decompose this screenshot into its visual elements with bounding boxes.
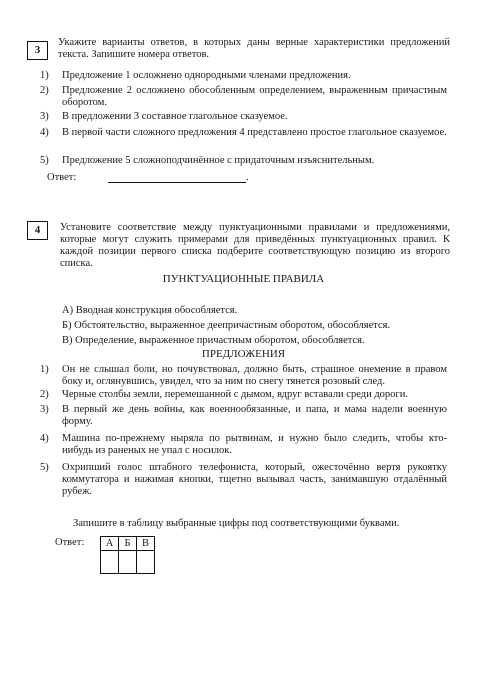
sentence-number: 5) [40, 462, 49, 473]
sentence-number: 4) [40, 433, 49, 444]
answer-table [100, 536, 155, 574]
sentence-number: 3) [40, 404, 49, 415]
task-3-instruction: Укажите варианты ответов, в которых даны верные характеристики предложений текста. Запишите номера ответов. [58, 37, 450, 60]
sentence-text: В первый же день войны, как военнообязанные, и папа, и мама надели военную форму. [62, 404, 447, 427]
answer-header-b: Б [119, 537, 137, 551]
rules-heading: ПУНКТУАЦИОННЫЕ ПРАВИЛА [162, 273, 325, 285]
task-4-answer-label: Ответ: [55, 537, 85, 548]
rule-a: А) Вводная конструкция обособляется. [62, 305, 238, 316]
rule-b: Б) Обстоятельство, выраженное деепричастным оборотом, обособляется. [62, 320, 391, 331]
task-3-answer-line[interactable] [108, 182, 246, 183]
answer-cell-b[interactable] [119, 551, 137, 574]
option-number: 4) [40, 127, 49, 138]
option-number: 3) [40, 111, 49, 122]
table-instruction: Запишите в таблицу выбранные цифры под соответствующими буквами. [73, 518, 400, 529]
sentence-text: Машина по-прежнему ныряла по рытвинам, и нужно было следить, чтобы кто-нибудь из раненых не упал с носилок. [62, 433, 447, 456]
option-number: 2) [40, 85, 49, 96]
option-text: Предложение 5 сложноподчинённое с придаточным изъяснительным. [62, 155, 375, 166]
task-4-instruction: Установите соответствие между пунктуационными правилами и предложениями, которые могут служить примерами для приведённых пунктуационных правил. К каждой позиции первого списка подберите соответствующую позицию из второго списка. [60, 222, 450, 269]
option-text: Предложение 1 осложнено однородными членами предложения. [62, 70, 351, 81]
answer-cell-a[interactable] [101, 551, 119, 574]
rule-c: В) Определение, выраженное причастным оборотом, обособляется. [62, 335, 365, 346]
option-text: Предложение 2 осложнено обособленным определением, выраженным причастным оборотом. [62, 85, 447, 108]
task-3-answer-label: Ответ: [47, 172, 77, 183]
answer-header-a: А [101, 537, 119, 551]
sentence-text: Он не слышал боли, но почувствовал, должно быть, страшное онемение в правом боку и, оглянувшись, увидел, что за ним по снегу тянется розовый след. [62, 364, 447, 387]
task-3-answer-period: . [246, 172, 249, 183]
sentence-number: 1) [40, 364, 49, 375]
option-number: 1) [40, 70, 49, 81]
option-number: 5) [40, 155, 49, 166]
option-text: В первой части сложного предложения 4 представлено простое глагольное сказуемое. [62, 127, 447, 138]
answer-cell-c[interactable] [137, 551, 155, 574]
sentence-number: 2) [40, 389, 49, 400]
option-text: В предложении 3 составное глагольное сказуемое. [62, 111, 288, 122]
sentence-text: Охрипший голос штабного телефониста, который, ожесточённо вертя рукоятку коммутатора и нажимая кнопки, тщетно вызывал часть, занимавшую отдалённый рубеж. [62, 462, 447, 497]
answer-header-c: В [137, 537, 155, 551]
sentences-heading: ПРЕДЛОЖЕНИЯ [201, 348, 286, 360]
sentence-text: Черные столбы земли, перемешанной с дымом, вдруг вставали среди дороги. [62, 389, 408, 400]
task-3-number-box: 3 [27, 41, 48, 60]
task-4-number-box: 4 [27, 221, 48, 240]
